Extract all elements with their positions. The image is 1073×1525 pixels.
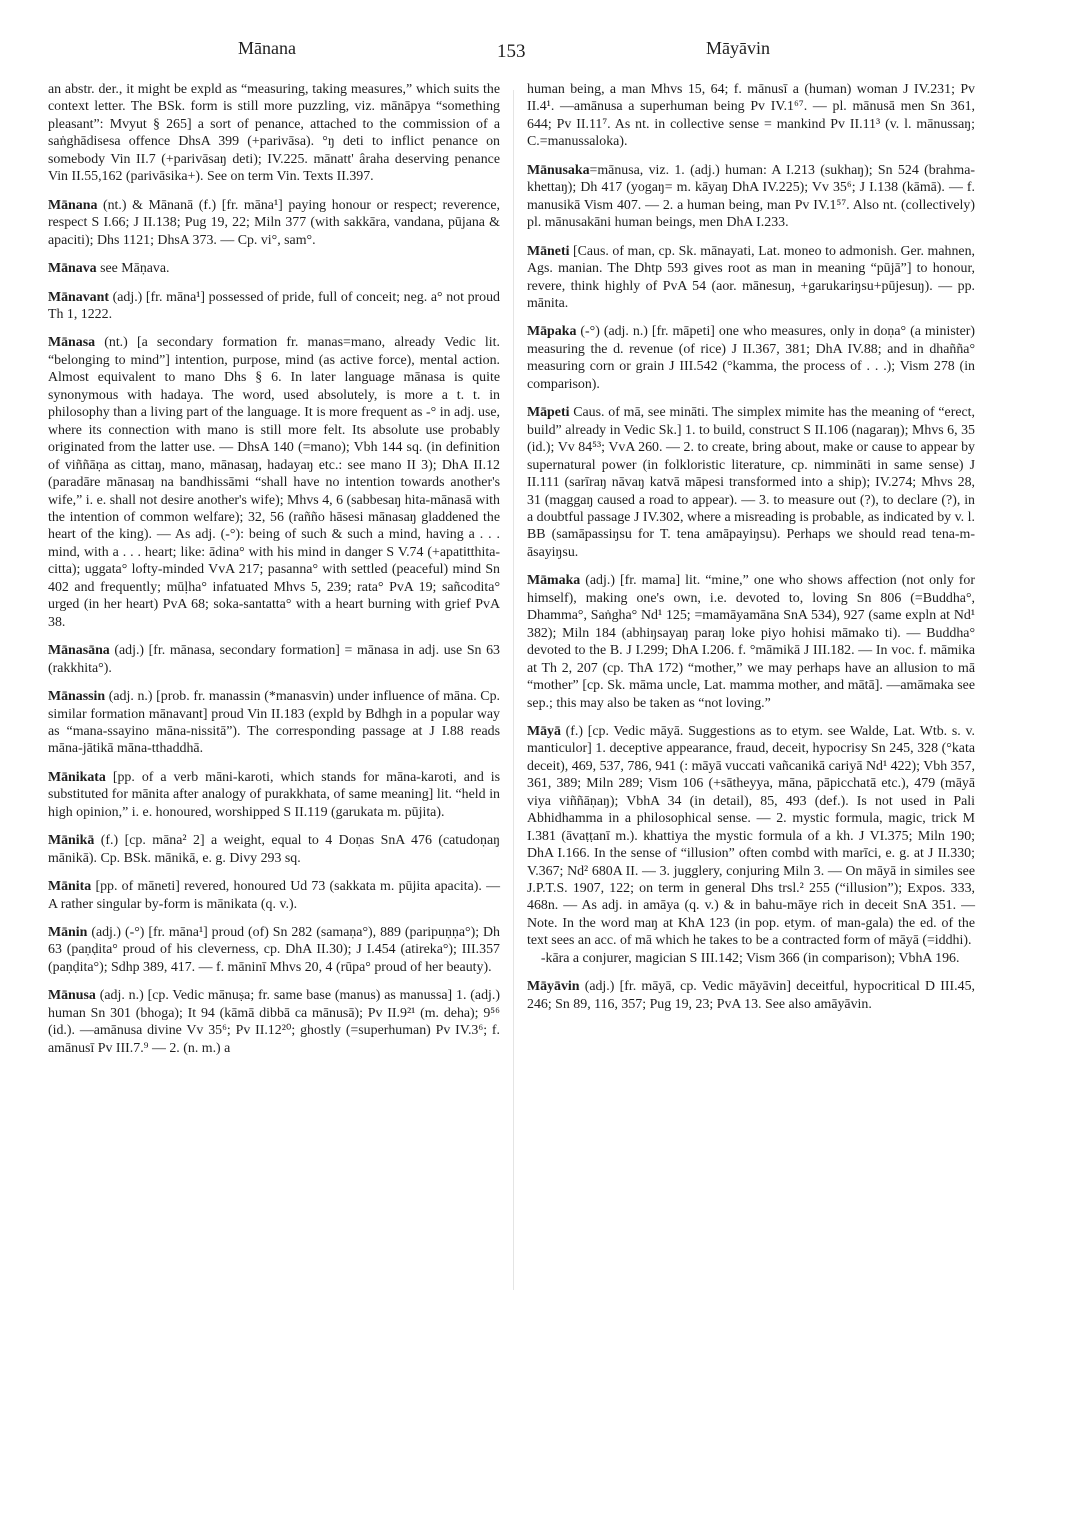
entry-headword: Mānasa <box>48 335 96 351</box>
dictionary-entry <box>527 243 975 313</box>
entry-headword: Mānassin <box>48 689 106 705</box>
entry-headword: Māyāvin <box>527 979 580 995</box>
entry-headword: Mānusaka <box>527 162 590 178</box>
dictionary-entry <box>527 81 975 151</box>
entry-definition: see Māṇava. <box>96 261 170 277</box>
entry-headword: Mānita <box>48 879 92 895</box>
entry-headword: Māpaka <box>527 324 577 340</box>
entry-definition: (adj. n.) [cp. Vedic mānuṣa; fr. same base (manus) as manussa] 1. (adj.) human Sn 301 (bhoga); It 94 (kāmā dibbā ca mānusā); Pv II.9²¹ (m. deha); 9⁵⁶ (id.). —amānusa divine Vv 35⁶; Pv II.12²⁰; ghostly (=superhuman) Pv IV.3⁶; f. amānusī Pv III.7.⁹ — 2. (n. m.) a <box>48 988 500 1056</box>
entry-definition: Caus. of mā, see mināti. The simplex mimite has the meaning of “erect, build” already in Vedic Sk.] 1. to build, construct S II.106 (nagaraŋ); Mhvs 6, 35 (id.); Vv 84⁵³; VvA 260. — 2. to create, bring about, make or cause to appear by supernatural power (in folkloristic literature, cp. nimmināti in same sense) J II.111 (sarīraŋ nāvaŋ katvā māpesi transformed into a ship); IV.274; Mhvs 28, 31 (maggaŋ caused a road to appear). — 3. to measure out (?), to declare (?), in a doubtful passage J IV.302, where a misreading is probable, as indicated by v. l. BB (samāpassiŋsu for T. tena amāpayiŋsu). Perhaps we should read tena-m-āsayiŋsu. <box>527 405 975 560</box>
entry-headword: Mānikata <box>48 769 106 785</box>
left-column <box>48 81 500 1068</box>
column-divider <box>513 90 514 1290</box>
entry-headword: Māpeti <box>527 405 570 421</box>
entry-definition: (adj.) [fr. mānasa, secondary formation] = mānasa in adj. use Sn 63 (rakkhita°). <box>48 643 500 676</box>
entry-definition: [pp. of a verb māni-karoti, which stands for māna-karoti, and is substituted for mānita after analogy of purakkhata, of same meaning] lit. “held in high opinion,” i. e. honoured, worshipped S II.119 (garukata m. pūjita). <box>48 769 500 820</box>
entry-definition: (nt.) [a secondary formation fr. manas=mano, already Vedic lit. “belonging to mind”] intention, purpose, mind (as active force), mental action. Almost equivalent to mano Dhs § 6. In later language mānasa is quite synonymous with hadaya. The word, used absolutely, is more a t. t. in philosophy than a living part of the language. It is more frequent as -° in adj. use, where its connection with mano is still more felt. Its absolute use probably originated from the latter use. — DhsA 140 (=mano); Vbh 144 sq. (in definition of viññāṇa as cittaŋ, mano, mānasaŋ, hadayaŋ etc.: see mano II 3); DhA II.12 (paradāre mānasaŋ na bandhissāmi “shall have no intention towards another's wife,” i. e. shall not desire another's wife); Mhvs 4, 6 (sabbesaŋ hita-mānasā with the intention of common welfare); 32, 56 (rañño hāsesi mānasaŋ gladdened the heart of the king). — As adj. (-°): being of such & such a mind, having a . . . mind, with a . . . heart; like: ādina° with his mind in danger S V.74 (+apatitthita-citta); uggata° lofty-minded VvA 217; pasanna° with settled (peaceful) mind Sn 402 and frequently; mūḷha° infatuated Mhvs 5, 239; rata° PvA 19; sañcodita° urged (in her heart) PvA 68; soka-santatta° with a heart burning with grief PvA 38. <box>48 335 500 630</box>
dictionary-entry <box>527 162 975 232</box>
entry-definition: (nt.) & Mānanā (f.) [fr. māna¹] paying honour or respect; reverence, respect S I.66; J II.138; Pug 19, 22; Miln 377 (with sakkāra, vandana, pūjana & apaciti); Dhs 1121; DhsA 373. — Cp. vi°, sam°. <box>48 197 500 248</box>
entry-definition: (f.) [cp. Vedic māyā. Suggestions as to etym. see Walde, Lat. Wtb. s. v. manticulor] 1. deceptive appearance, fraud, deceit, hypocrisy Sn 245, 328 (°kata deceit), 469, 537, 786, 941 (: māyā vuccati vañcanikā cariyā Nd¹ 422); Vbh 357, 361, 389; Miln 289; Vism 106 (+sātheyya, māna, pāpicchatā etc.), 479 (māyā viya viññāṇaŋ); VbhA 34 (in detail), 85, 493 (def.). Is not used in Pali Abhidhamma in a philosophical sense. — 2. mystic formula, magic, trick M I.381 (āvaṭṭanī m.). khattiya the mystic formula of a kh. J VI.375; Miln 190; DhA I.166. In the sense of “illusion” often combd with marīci, e. g. at J II.330; V.367; Nd² 680A II. — 3. jugglery, conjuring Miln 3. — On māyā in similes see J.P.T.S. 1907, 122; on term in general Dhs trsl.² 255 (“illusion”); Expos. 333, 468n. — As adj. in amāya (q. v.) & in bahu-māye rich in deceit SnA 351. — Note. In the word maŋ at KhA 123 (in pop. etym. of man-gala) the ed. of the text sees an acc. of mā which he takes to be a contracted form of māyā (=iddhi). <box>527 723 975 949</box>
page-number: 153 <box>497 41 526 62</box>
entry-headword: Māneti <box>527 243 570 259</box>
entry-definition: (-°) (adj. n.) [fr. māpeti] one who measures, only in doṇa° (a minister) measuring the d. revenue (of rice) J II.367, 381; DhA IV.88; and in dhañña° measuring corn or grain J III.542 (°kamma, the process of . . .); Vism 278 (in comparison). <box>527 324 975 392</box>
dictionary-entry <box>527 723 975 950</box>
entry-definition: human being, a man Mhvs 15, 64; f. mānusī a (human) woman J IV.231; Pv II.4¹. —amānusa a superhuman being Pv IV.1⁶⁷. — pl. mānusā men Sn 361, 644; Pv II.11⁷. As nt. in collective sense = mankind Pv II.11³ (v. l. mānussaŋ; C.=manussaloka). <box>527 82 975 150</box>
entry-headword: Māmaka <box>527 573 581 589</box>
dictionary-entry <box>48 832 500 867</box>
entry-headword: Māyā <box>527 723 561 739</box>
running-head-right: Māyāvin <box>706 38 770 58</box>
running-head-left: Mānana <box>238 38 296 58</box>
dictionary-entry <box>527 978 975 1013</box>
dictionary-entry <box>48 688 500 758</box>
dictionary-entry <box>48 769 500 821</box>
entry-definition: [Caus. of man, cp. Sk. mānayati, Lat. moneo to admonish. Ger. mahnen, Ags. manian. The Dhtp 593 gives root as man in meaning “pūjā”] to honour, revere, think highly of PvA 54 (aor. mānesuŋ, +garukariŋsu+pūjesuŋ). — pp. mānita. <box>527 243 975 311</box>
dictionary-entry <box>527 950 975 967</box>
entry-definition: an abstr. der., it might be expld as “measuring, taking measures,” which suits the context letter. The BSk. form is still more puzzling, viz. mānāpya “something pleasant”: Mvyut § 265] a sort of penance, attached to the commission of a saṅghādisesa offence DhsA 399 (+parivāsa). °ŋ deti to inflict penance on somebody Vin II.7 (+parivāsaŋ deti); IV.225. mānatt' âraha deserving penance Vin II.55,162 (parivāsika+). See on term Vin. Texts II.397. <box>48 82 500 185</box>
entry-definition: (adj.) (-°) [fr. māna¹] proud (of) Sn 282 (samaṇa°), 889 (paripuṇṇa°); Dh 63 (paṇḍita° proud of his cleverness, cp. DhA II.30); J I.454 (atireka°); III.357 (paṇḍita°); Sdhp 389, 417. — f. māninī Mhvs 20, 4 (rūpa° proud of her beauty). <box>48 925 500 975</box>
entry-definition: [pp. of māneti] revered, honoured Ud 73 (sakkata m. pūjita apacita). — A rather singular by-form is mānikata (q. v.). <box>48 879 500 912</box>
dictionary-entry <box>48 289 500 324</box>
dictionary-entry <box>48 987 500 1057</box>
dictionary-entry <box>527 404 975 561</box>
dictionary-entry <box>48 878 500 913</box>
entry-definition: (adj.) [fr. māyā, cp. Vedic māyāvin] deceitful, hypocritical D III.45, 246; Sn 89, 116, 357; Pug 19, 23; PvA 13. See also amāyāvin. <box>527 979 975 1012</box>
dictionary-entry <box>48 924 500 976</box>
dictionary-entry <box>48 334 500 631</box>
entry-definition: (adj. n.) [prob. fr. manassin (*manasvin) under influence of māna. Cp. similar formation mānavant] proud Vin II.183 (expld by Bdhgh in a popular way as “mana-ssayino māna-nissitā”). The corresponding passage at J I.88 reads māna-jātikā māna-tthaddhā. <box>48 689 500 757</box>
right-column <box>527 81 975 1024</box>
entry-definition: -kāra a conjurer, magician S III.142; Vism 366 (in comparison); VbhA 196. <box>540 950 960 966</box>
entry-definition: =mānusa, viz. 1. (adj.) human: A I.213 (sukhaŋ); Sn 524 (brahma-khettaŋ); Dh 417 (yogaŋ= m. kāyaŋ DhA IV.225); Vv 35⁶; J I.138 (kāmā). — f. manusikā Vism 407. — 2. a human being, man Pv IV.1⁵⁷. Also nt. (collectively) pl. mānusakāni human beings, men DhA I.233. <box>527 162 975 231</box>
entry-headword: Mānusa <box>48 988 96 1004</box>
entry-headword: Mānasāna <box>48 643 110 659</box>
dictionary-entry <box>48 260 500 277</box>
dictionary-entry <box>527 572 975 712</box>
entry-definition: (adj.) [fr. māna¹] possessed of pride, full of conceit; neg. a° not proud Th 1, 1222. <box>48 289 500 322</box>
entry-headword: Mānin <box>48 925 88 941</box>
dictionary-entry <box>48 81 500 186</box>
entry-headword: Mānikā <box>48 833 95 849</box>
dictionary-entry <box>48 197 500 249</box>
entry-definition: (adj.) [fr. mama] lit. “mine,” one who shows affection (not only for himself), making one's own, i.e. devoted to, loving Sn 806 (=Buddha°, Dhamma°, Saṅgha° Nd¹ 125; =mamāyamāna SnA 534), 927 (same expln at Nd¹ 382); Miln 184 (abhiŋsayaŋ paraŋ loke piyo hohisi māmako ti). — Buddha° devoted to the B. J I.299; DhA I.206. f. °māmikā J III.182. — In voc. f. māmika at Th 2, 207 (cp. ThA 172) “mother,” we may perhaps have an allusion to mā “mother” [cp. Sk. māma uncle, Lat. mamma mother, and mātā]. —amāmaka see sep.; this may also be taken as “not loving.” <box>527 573 975 711</box>
entry-headword: Mānana <box>48 197 98 213</box>
entry-headword: Mānava <box>48 261 97 277</box>
dictionary-entry <box>527 323 975 393</box>
entry-headword: Mānavant <box>48 289 109 305</box>
dictionary-entry <box>48 642 500 677</box>
entry-definition: (f.) [cp. māna² 2] a weight, equal to 4 Doṇas SnA 476 (catudoṇaŋ mānikā). Cp. BSk. mānikā, e. g. Divy 293 sq. <box>48 833 500 866</box>
